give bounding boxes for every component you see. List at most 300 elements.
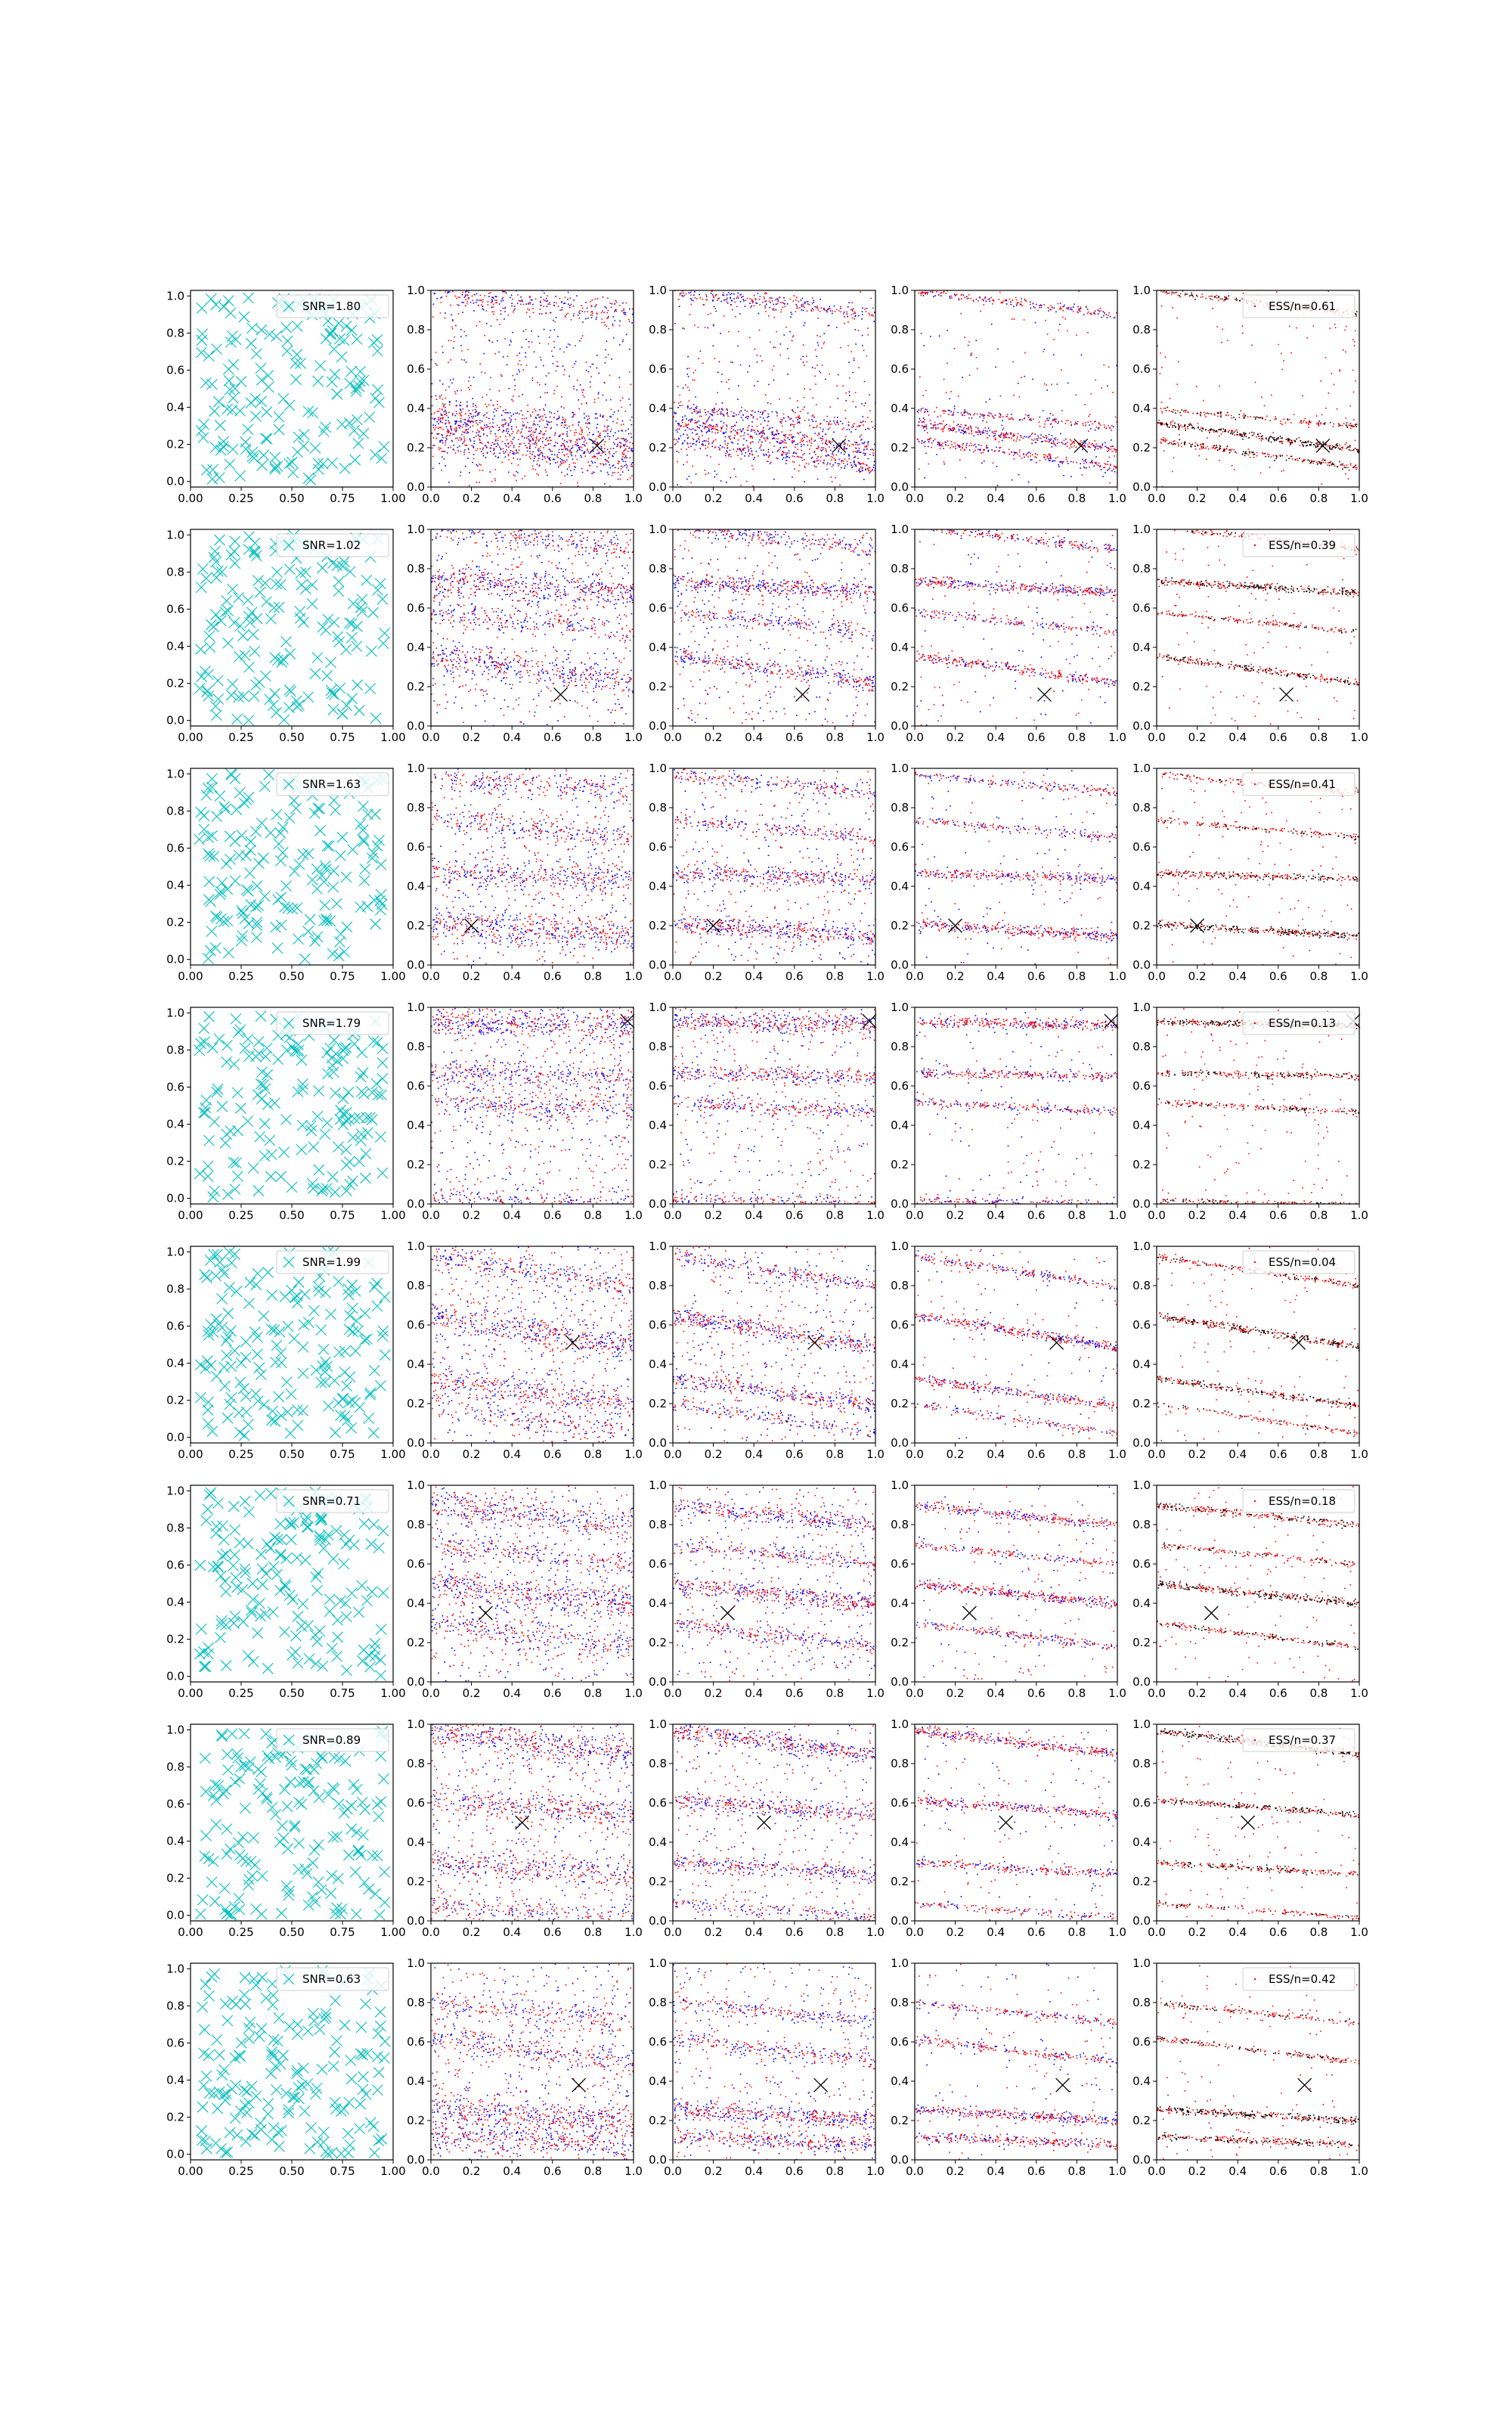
x-tick-label: 0.2 [946,1925,965,1939]
plot-area [673,768,875,965]
y-tick-label: 0.6 [407,840,425,854]
x-tick-label: 0.2 [946,1208,965,1222]
y-tick-label: 0.2 [1132,1636,1151,1649]
x-tick-label: 1.0 [1108,1447,1126,1461]
x-tick-label: 0.4 [745,1447,764,1461]
x-tick-label: 0.00 [178,1208,203,1222]
x-tick-label: 0.8 [584,492,603,505]
legend-point-marker [1254,1739,1256,1741]
x-tick-label: 0.0 [422,1925,440,1939]
particle-panel [407,1001,643,1222]
x-tick-label: 0.0 [1148,1925,1166,1939]
x-tick-label: 1.0 [1350,2164,1368,2178]
x-tick-label: 0.25 [228,970,254,983]
x-tick-label: 0.4 [1228,492,1247,505]
x-tick-label: 0.8 [1067,970,1086,983]
x-tick-label: 0.4 [1228,1925,1247,1939]
y-tick-label: 1.0 [407,1478,425,1492]
y-tick-label: 0.8 [891,562,909,576]
particle-panel [891,1717,1126,1939]
y-tick-label: 0.0 [166,713,184,728]
plot-area [1157,529,1359,726]
y-tick-label: 1.0 [166,1962,184,1976]
x-tick-label: 1.0 [624,1447,643,1461]
x-tick-label: 0.0 [1148,731,1166,744]
x-tick-label: 0.2 [462,1208,481,1222]
x-tick-label: 0.4 [987,1208,1005,1222]
x-tick-label: 0.2 [704,1686,723,1700]
x-tick-label: 0.0 [1148,970,1166,983]
x-tick-label: 0.00 [178,970,203,983]
legend-label: SNR=0.89 [302,1733,361,1747]
y-tick-label: 0.4 [407,402,425,415]
y-tick-label: 0.8 [649,323,667,337]
x-tick-label: 0.6 [785,1925,804,1939]
y-tick-label: 0.4 [649,402,667,415]
y-tick-label: 0.4 [1132,1596,1151,1610]
y-tick-label: 0.0 [891,1436,909,1450]
y-tick-label: 0.6 [649,1079,667,1093]
x-tick-label: 1.0 [1350,1447,1368,1461]
legend-point-marker [1254,783,1256,785]
y-tick-label: 1.0 [891,762,909,775]
plot-area [1157,1007,1359,1204]
y-tick-label: 0.2 [1132,1158,1151,1171]
x-tick-label: 0.25 [228,1447,254,1461]
x-tick-label: 0.25 [228,1925,254,1939]
y-tick-label: 0.0 [1132,1436,1151,1450]
y-tick-label: 0.0 [407,719,425,733]
y-tick-label: 0.8 [891,1996,909,2009]
y-tick-label: 0.2 [649,1636,667,1649]
x-tick-label: 0.4 [745,731,764,744]
particle-panel [649,1001,885,1222]
particle-panel [1132,1717,1368,1939]
y-tick-label: 0.6 [1132,362,1151,376]
y-tick-label: 0.0 [1132,2153,1151,2167]
y-tick-label: 1.0 [166,528,184,542]
x-tick-label: 1.0 [1108,1208,1126,1222]
x-tick-label: 1.0 [866,731,885,744]
x-tick-label: 0.0 [1148,1447,1166,1461]
x-tick-label: 0.2 [462,970,481,983]
y-tick-label: 0.4 [649,1118,667,1132]
x-tick-label: 0.4 [1228,731,1247,744]
x-tick-label: 0.8 [826,1686,844,1700]
x-tick-label: 0.6 [543,731,562,744]
y-tick-label: 0.4 [166,639,184,653]
x-tick-label: 1.0 [624,1208,643,1222]
y-tick-label: 0.2 [891,441,909,455]
y-tick-label: 0.6 [649,1557,667,1571]
x-tick-label: 0.4 [503,1208,522,1222]
x-tick-label: 0.6 [785,1208,804,1222]
x-tick-label: 0.50 [279,1447,305,1461]
x-tick-label: 0.75 [330,492,355,505]
x-tick-label: 0.0 [422,1208,440,1222]
x-tick-label: 0.8 [1067,1208,1086,1222]
y-tick-label: 0.0 [649,1197,667,1211]
y-tick-label: 0.2 [407,680,425,693]
x-tick-label: 0.6 [543,1925,562,1939]
y-tick-label: 0.0 [649,1436,667,1450]
y-tick-label: 0.6 [649,840,667,854]
x-tick-label: 1.0 [624,731,643,744]
x-tick-label: 0.6 [543,1686,562,1700]
y-tick-label: 1.0 [891,523,909,536]
plot-area [431,1007,634,1204]
y-tick-label: 1.0 [649,1001,667,1014]
y-tick-label: 0.2 [1132,441,1151,455]
x-tick-label: 0.2 [462,2164,481,2178]
y-tick-label: 0.0 [649,2153,667,2167]
y-tick-label: 0.2 [649,1875,667,1888]
particle-panel [1132,1001,1368,1222]
x-tick-label: 1.0 [866,1686,885,1700]
x-tick-label: 0.0 [1148,492,1166,505]
y-tick-label: 0.2 [407,1397,425,1410]
x-tick-label: 1.00 [380,1447,406,1461]
x-tick-label: 0.2 [1188,1925,1207,1939]
x-tick-label: 0.2 [946,2164,965,2178]
x-tick-label: 0.8 [584,1925,603,1939]
plot-area [673,1007,875,1204]
y-tick-label: 0.8 [407,1996,425,2009]
y-tick-label: 0.4 [166,400,184,414]
y-tick-label: 0.0 [166,952,184,966]
y-tick-label: 0.2 [1132,1875,1151,1888]
legend-label: ESS/n=0.42 [1269,1972,1337,1986]
x-tick-label: 0.6 [543,1447,562,1461]
y-tick-label: 0.4 [1132,880,1151,893]
x-tick-label: 0.2 [462,1925,481,1939]
plot-area [1157,1485,1359,1682]
particle-panel [407,278,643,505]
y-tick-label: 0.8 [166,1760,184,1774]
y-tick-label: 0.6 [891,2035,909,2049]
y-tick-label: 0.2 [166,1632,184,1646]
x-tick-label: 0.8 [1309,2164,1328,2178]
plot-area [431,290,634,487]
y-tick-label: 1.0 [891,1717,909,1731]
x-tick-label: 0.0 [422,1686,440,1700]
y-tick-label: 0.4 [1132,2074,1151,2088]
x-tick-label: 0.2 [946,1447,965,1461]
y-tick-label: 0.4 [166,1834,184,1848]
y-tick-label: 0.0 [891,1675,909,1689]
y-tick-label: 0.2 [891,680,909,693]
x-tick-label: 1.0 [866,492,885,505]
y-tick-label: 0.0 [407,958,425,972]
plot-area [915,1007,1117,1204]
legend-label: SNR=1.79 [302,1016,361,1030]
particle-panel [649,1956,885,2178]
particle-panel [1132,1478,1368,1700]
plot-area [191,1963,393,2160]
y-tick-label: 0.8 [407,801,425,814]
x-tick-label: 0.2 [462,1686,481,1700]
legend-label: SNR=1.99 [302,1255,361,1269]
legend-label: SNR=1.80 [302,299,361,313]
plot-area [431,1246,634,1443]
y-tick-label: 0.8 [1132,1040,1151,1053]
x-tick-label: 0.4 [1228,1447,1247,1461]
x-tick-label: 0.4 [1228,970,1247,983]
plot-area [1157,290,1359,487]
x-tick-label: 0.0 [1148,1208,1166,1222]
y-tick-label: 0.6 [166,841,184,855]
legend-label: SNR=0.71 [302,1494,361,1508]
y-tick-label: 0.2 [649,680,667,693]
x-tick-label: 0.4 [503,1686,522,1700]
y-tick-label: 0.6 [166,602,184,616]
y-tick-label: 1.0 [1132,284,1151,297]
particle-panel [649,521,885,744]
y-tick-label: 1.0 [1132,1001,1151,1014]
y-tick-label: 0.8 [1132,1279,1151,1292]
y-tick-label: 0.2 [649,919,667,932]
legend-point-marker [1254,1978,1256,1980]
y-tick-label: 0.8 [1132,323,1151,337]
y-tick-label: 0.6 [1132,1318,1151,1332]
x-tick-label: 0.6 [1269,492,1287,505]
y-tick-label: 0.4 [407,1357,425,1371]
legend-label: ESS/n=0.18 [1269,1494,1337,1508]
y-tick-label: 0.0 [891,2153,909,2167]
y-tick-label: 0.6 [407,1079,425,1093]
y-tick-label: 0.0 [1132,480,1151,494]
y-tick-label: 1.0 [166,767,184,781]
y-tick-label: 0.6 [891,362,909,376]
x-tick-label: 0.50 [279,1208,305,1222]
x-tick-label: 0.0 [664,2164,682,2178]
x-tick-label: 0.2 [462,731,481,744]
y-tick-label: 0.0 [166,1430,184,1444]
x-tick-label: 1.0 [1108,970,1126,983]
y-tick-label: 0.8 [1132,562,1151,576]
y-tick-label: 0.2 [891,1875,909,1888]
y-tick-label: 0.6 [1132,601,1151,615]
y-tick-label: 0.4 [166,1356,184,1370]
particle-panel [649,1717,885,1939]
y-tick-label: 0.0 [166,2147,184,2161]
legend-label: SNR=1.63 [302,777,361,791]
x-tick-label: 1.00 [380,1686,406,1700]
x-tick-label: 0.0 [422,1447,440,1461]
y-tick-label: 0.6 [407,1318,425,1332]
x-tick-label: 0.4 [745,1208,764,1222]
x-tick-label: 1.0 [866,1447,885,1461]
x-tick-label: 0.2 [1188,492,1207,505]
x-tick-label: 0.0 [664,731,682,744]
x-tick-label: 0.4 [1228,1686,1247,1700]
y-tick-label: 0.2 [1132,919,1151,932]
x-tick-label: 0.4 [1228,2164,1247,2178]
y-tick-label: 0.4 [891,1835,909,1849]
x-tick-label: 0.6 [1269,2164,1287,2178]
x-tick-label: 0.4 [745,1686,764,1700]
y-tick-label: 1.0 [166,1723,184,1737]
y-tick-label: 1.0 [166,289,184,303]
particle-panel [1132,1239,1368,1461]
legend-label: SNR=1.02 [302,538,361,552]
x-tick-label: 0.8 [1067,1447,1086,1461]
plot-area [1157,1963,1359,2160]
y-tick-label: 1.0 [407,1717,425,1731]
x-tick-label: 0.2 [704,970,723,983]
x-tick-label: 0.8 [584,1447,603,1461]
x-tick-label: 0.8 [1309,970,1328,983]
particle-panel [891,1239,1126,1461]
y-tick-label: 0.8 [407,1757,425,1770]
y-tick-label: 0.4 [891,880,909,893]
y-tick-label: 0.8 [407,1040,425,1053]
y-tick-label: 0.2 [1132,2114,1151,2127]
x-tick-label: 0.8 [584,1208,603,1222]
y-tick-label: 0.4 [1132,1118,1151,1132]
x-tick-label: 0.8 [826,970,844,983]
y-tick-label: 0.4 [166,1595,184,1609]
y-tick-label: 1.0 [649,762,667,775]
y-tick-label: 0.2 [407,1158,425,1171]
y-tick-label: 1.0 [891,1956,909,1970]
y-tick-label: 0.6 [1132,1557,1151,1571]
y-tick-label: 0.4 [1132,402,1151,415]
particle-panel [1132,284,1368,505]
x-tick-label: 0.6 [785,492,804,505]
x-tick-label: 0.0 [664,492,682,505]
y-tick-label: 0.6 [407,601,425,615]
y-tick-label: 0.6 [1132,1079,1151,1093]
x-tick-label: 0.4 [987,970,1005,983]
particle-panel [407,1239,643,1461]
y-tick-label: 0.2 [166,676,184,690]
x-tick-label: 0.6 [1027,2164,1046,2178]
y-tick-label: 1.0 [891,284,909,297]
y-tick-label: 1.0 [407,1001,425,1014]
y-tick-label: 1.0 [649,284,667,297]
x-tick-label: 0.6 [543,2164,562,2178]
y-tick-label: 0.6 [891,840,909,854]
x-tick-label: 0.8 [826,2164,844,2178]
x-tick-label: 1.00 [380,731,406,744]
snr-cross-scatter-panel [166,1723,406,1939]
y-tick-label: 0.0 [1132,958,1151,972]
x-tick-label: 0.6 [1269,731,1287,744]
x-tick-label: 0.0 [906,2164,924,2178]
x-tick-label: 1.0 [1350,731,1368,744]
y-tick-label: 0.0 [649,480,667,494]
y-tick-label: 0.8 [1132,1757,1151,1770]
x-tick-label: 0.6 [1269,970,1287,983]
x-tick-label: 0.4 [503,1447,522,1461]
x-tick-label: 0.2 [462,1447,481,1461]
particle-panel [407,1478,643,1700]
y-tick-label: 0.6 [1132,2035,1151,2049]
y-tick-label: 0.4 [1132,1357,1151,1371]
y-tick-label: 0.8 [649,801,667,814]
y-tick-label: 1.0 [1132,1239,1151,1253]
y-tick-label: 0.2 [407,1636,425,1649]
y-tick-label: 0.8 [649,1279,667,1292]
y-tick-label: 0.2 [1132,1397,1151,1410]
x-tick-label: 1.0 [1350,1208,1368,1222]
y-tick-label: 0.0 [166,1669,184,1683]
x-tick-label: 0.0 [906,1925,924,1939]
x-tick-label: 0.75 [330,1208,355,1222]
x-tick-label: 0.2 [1188,2164,1207,2178]
y-tick-label: 0.0 [1132,1914,1151,1928]
x-tick-label: 0.0 [664,1208,682,1222]
x-tick-label: 0.2 [1188,1447,1207,1461]
x-tick-label: 0.50 [279,2164,305,2178]
x-tick-label: 0.8 [1309,492,1328,505]
x-tick-label: 0.4 [1228,1208,1247,1222]
plot-area [1157,1724,1359,1921]
x-tick-label: 0.25 [228,2164,254,2178]
x-tick-label: 0.0 [422,2164,440,2178]
y-tick-label: 1.0 [407,284,425,297]
plot-area [191,1246,393,1443]
x-tick-label: 0.4 [503,2164,522,2178]
x-tick-label: 0.0 [906,1447,924,1461]
y-tick-label: 0.2 [649,2114,667,2127]
x-tick-label: 1.0 [1350,1925,1368,1939]
y-tick-label: 0.2 [891,919,909,932]
x-tick-label: 0.50 [279,970,305,983]
y-tick-label: 0.8 [891,323,909,337]
y-tick-label: 0.6 [166,1319,184,1333]
y-tick-label: 0.4 [649,1357,667,1371]
y-tick-label: 1.0 [1132,762,1151,775]
x-tick-label: 0.4 [503,731,522,744]
x-tick-label: 0.25 [228,1686,254,1700]
y-tick-label: 0.6 [166,2036,184,2050]
x-tick-label: 0.00 [178,731,203,744]
plot-area [915,1246,1117,1443]
y-tick-label: 0.0 [649,958,667,972]
legend-label: SNR=0.63 [302,1972,361,1986]
x-tick-label: 0.6 [1027,1208,1046,1222]
x-tick-label: 0.8 [826,731,844,744]
x-tick-label: 1.0 [624,492,643,505]
x-tick-label: 0.0 [906,731,924,744]
y-tick-label: 0.2 [166,437,184,451]
particle-panel [891,762,1126,983]
x-tick-label: 0.2 [946,731,965,744]
particle-panel [1132,762,1368,983]
y-tick-label: 0.6 [407,362,425,376]
particle-panel [649,284,885,505]
y-tick-label: 0.6 [649,2035,667,2049]
x-tick-label: 0.8 [1309,1208,1328,1222]
x-tick-label: 0.6 [1027,731,1046,744]
y-tick-label: 0.8 [891,1518,909,1531]
y-tick-label: 0.4 [649,1835,667,1849]
x-tick-label: 1.0 [866,970,885,983]
y-tick-label: 0.0 [1132,719,1151,733]
x-tick-label: 0.2 [704,731,723,744]
y-tick-label: 0.6 [891,1557,909,1571]
x-tick-label: 0.2 [704,1447,723,1461]
y-tick-label: 0.6 [166,363,184,377]
x-tick-label: 0.0 [1148,1686,1166,1700]
x-tick-label: 0.8 [1309,1925,1328,1939]
x-tick-label: 0.75 [330,1925,355,1939]
particle-panel [891,1001,1126,1222]
y-tick-label: 0.4 [649,2074,667,2088]
y-tick-label: 0.8 [166,565,184,579]
